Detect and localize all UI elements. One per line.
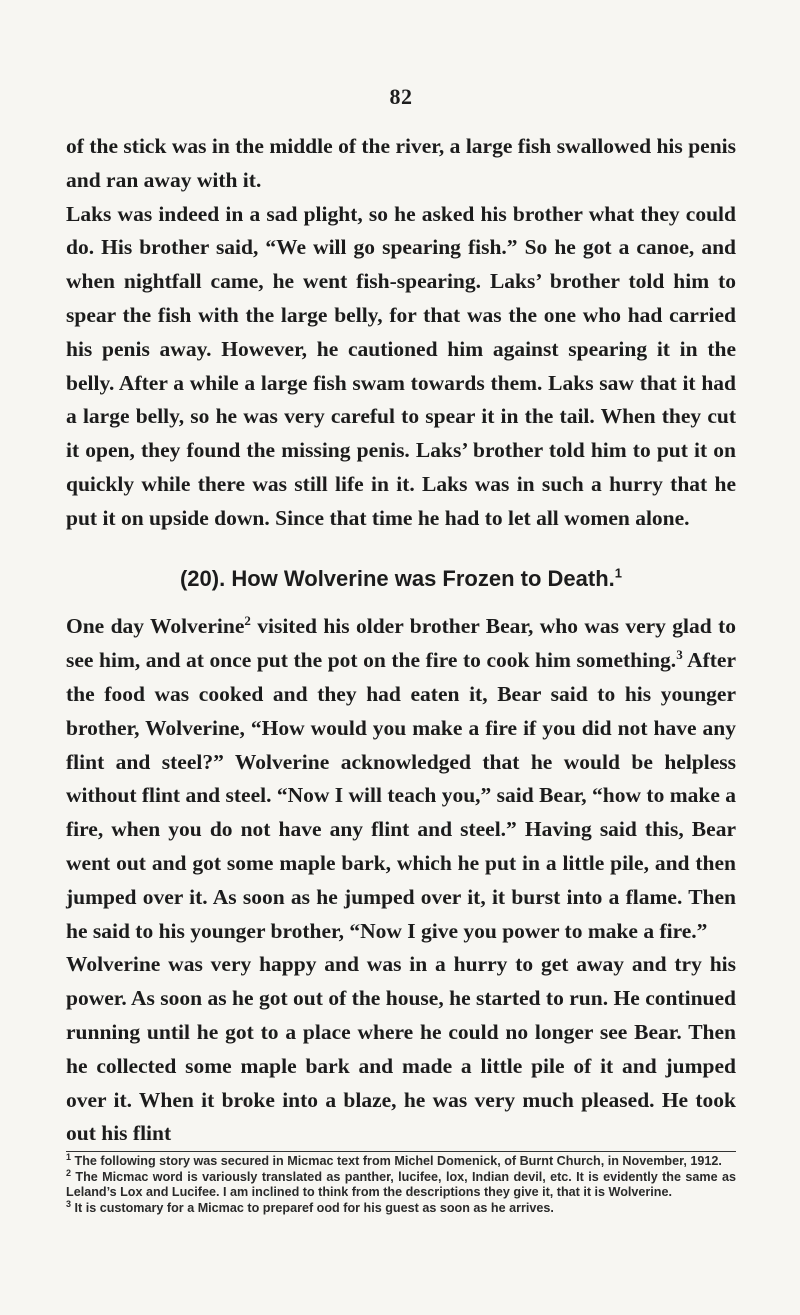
footnote-mark: 2 [66, 1167, 72, 1178]
footnote-mark: 3 [66, 1198, 72, 1209]
footnote-mark: 1 [66, 1151, 72, 1162]
footnote [66, 1151, 736, 1170]
footnote-text: It is customary for a Micmac to preparef ood for his guest as soon as he arrives. [74, 1200, 554, 1215]
paragraph-text: After the food was cooked and they had eaten it, Bear said to his younger brother, Wolverine, “How would you make a fire if you did not have any flint and steel?” Wolverine acknowledged that he would be helpless without flint and steel. “Now I will teach you,” said Bear, “how to make a fire, when you do not have any flint and steel.” Having said this, Bear went out and got some maple bark, which he put in a little pile, and then jumped over it. As soon as he jumped over it, it burst into a flame. Then he said to his younger brother, “Now I give you power to make a fire.” [66, 648, 736, 943]
section-heading-text: (20). How Wolverine was Frozen to Death. [179, 565, 615, 591]
footnote [66, 1198, 736, 1217]
footnote-text: The Micmac word is variously translated as panther, lucifee, lox, Indian devil, etc. It is evidently the same as Leland’s Lox and Lucifee. I am inclined to think from the descriptions they give it, that it is Wolverine. [66, 1169, 736, 1199]
paragraph: Laks was indeed in a sad plight, so he asked his brother what they could do. His brother said, “We will go spearing fish.” So he got a canoe, and when nightfall came, he went fish-spearing. Laks’ brother told him to spear the fish with the large belly, for that was the one who had carried his penis away. However, he cautioned him against spearing it in the belly. After a while a large fish swam towards them. Laks saw that it had a large belly, so he was very careful to spear it in the tail. When they cut it open, they found the missing penis. Laks’ brother told him to put it on quickly while there was still life in it. Laks was in such a hurry that he put it on upside down. Since that time he had to let all women alone. [66, 201, 736, 530]
page-number: 82 [389, 84, 413, 109]
footnote-divider [66, 1151, 736, 1152]
paragraph [66, 610, 736, 948]
paragraph: of the stick was in the middle of the river, a large fish swallowed his penis and ran away with it. [66, 134, 736, 192]
footnote-ref: 3 [676, 647, 683, 662]
footnotes [66, 1151, 736, 1216]
body-text [66, 130, 736, 1151]
paragraph-text: visited his older brother Bear, who was very glad to see him, and at once put the pot on the fire to cook him something. [66, 614, 736, 673]
footnote-ref: 2 [244, 613, 251, 629]
section-heading [66, 562, 736, 596]
paragraph-text: One day Wolverine [66, 614, 245, 639]
footnote [66, 1167, 736, 1201]
footnote-ref: 1 [614, 565, 622, 581]
footnote-text: The following story was secured in Micmac text from Michel Domenick, of Burnt Church, in November, 1912. [74, 1154, 722, 1168]
paragraph: Wolverine was very happy and was in a hurry to get away and try his power. As soon as he got out of the house, he started to run. He continued running until he got to a place where he could no longer see Bear. Then he collected some maple bark and made a little pile of it and jumped over it. When it broke into a blaze, he was very much pleased. He took out his flint [66, 952, 736, 1146]
